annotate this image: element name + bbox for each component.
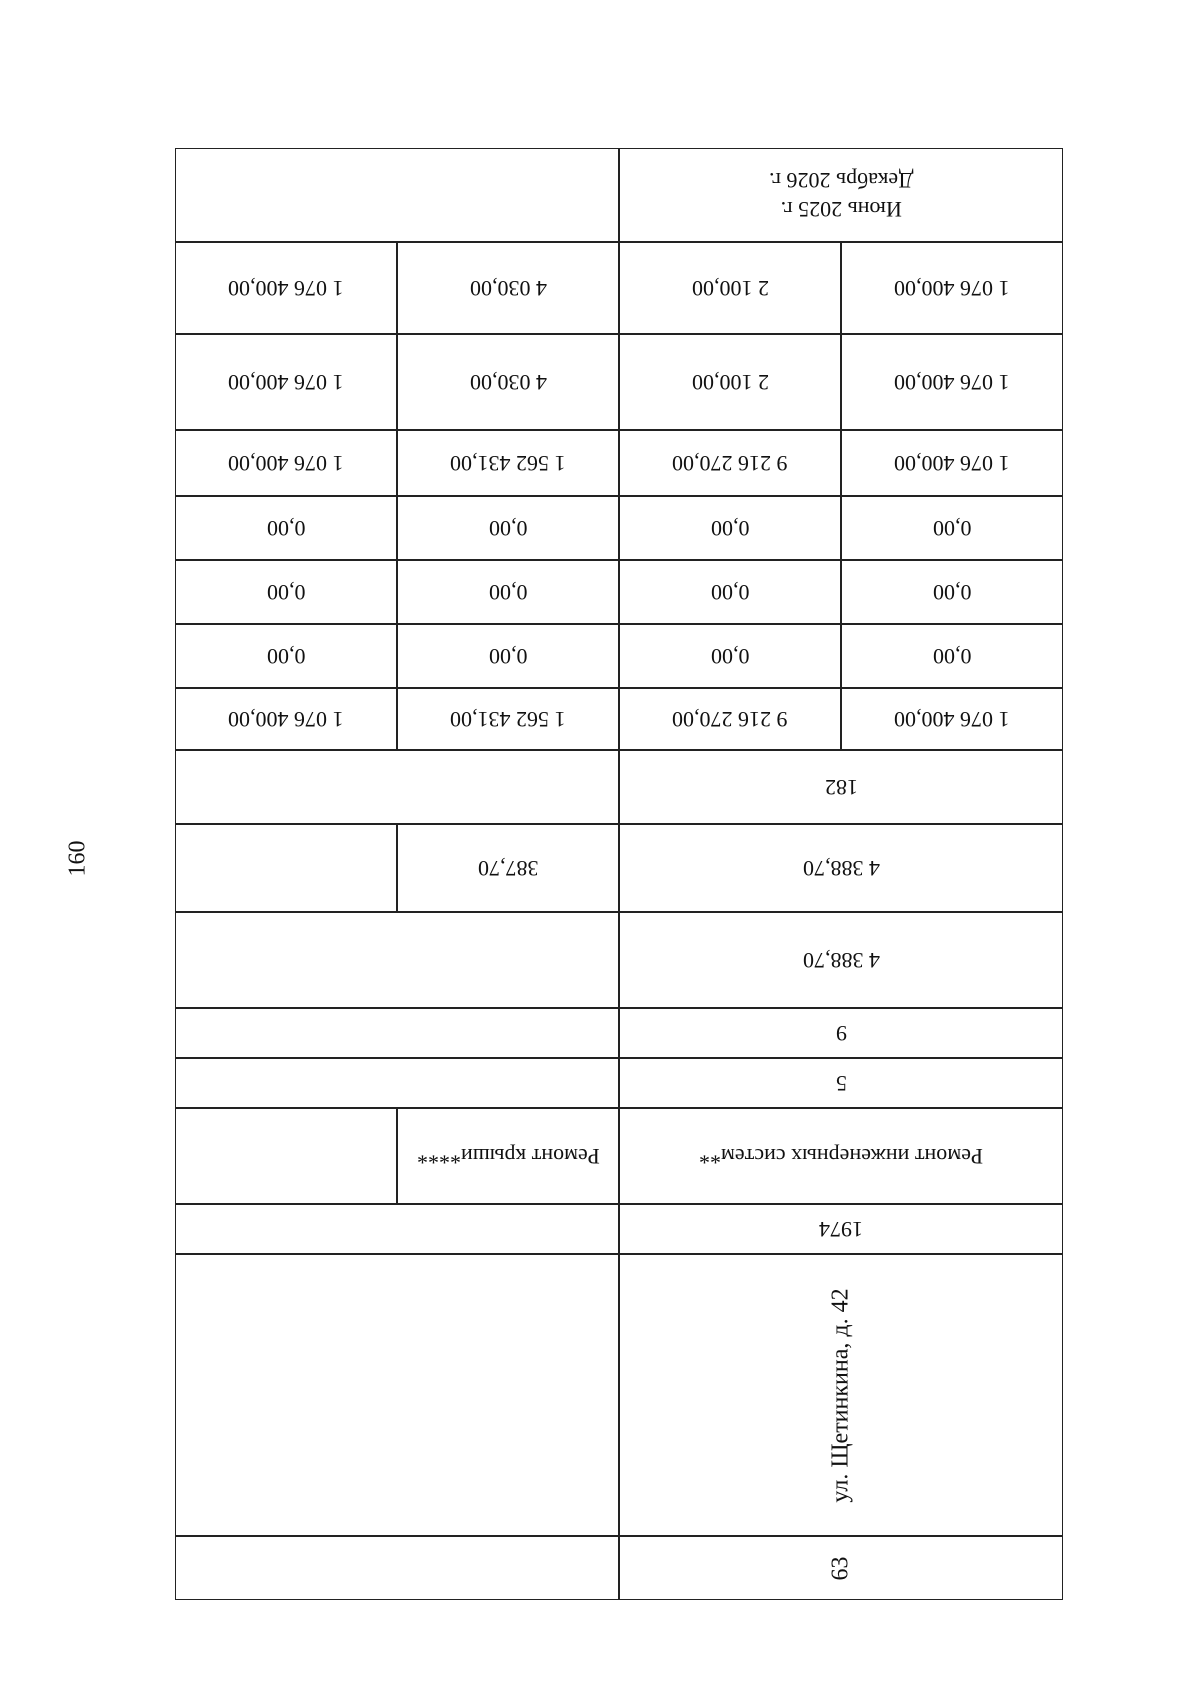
area-cell: 4 388,70 [619,824,1063,912]
register-table [175,148,1063,1600]
period-start: Июнь 2025 г. [780,197,902,223]
total-cell: 1 562 431,00 [397,688,619,750]
residents-cell: 182 [619,750,1063,824]
zero-cell: 0,00 [619,496,841,560]
zero-cell: 0,00 [397,496,619,560]
total-cell: 1 076 400,00 [841,688,1063,750]
unit-cost-cell: 2 100,00 [619,242,841,334]
work-type-cell: Ремонт крыши**** [397,1108,619,1204]
zero-cell: 0,00 [619,624,841,688]
zero-cell: 0,00 [619,560,841,624]
unit-cost-cell: 1 076 400,00 [175,242,397,334]
zero-cell: 0,00 [841,496,1063,560]
zero-cell: 0,00 [175,624,397,688]
period-empty-cell [175,148,619,242]
zero-cell: 0,00 [841,560,1063,624]
total-cell: 9 216 270,00 [619,688,841,750]
unit-cost-cell: 1 076 400,00 [841,242,1063,334]
area2-empty-cell [175,912,619,1008]
col6-cell: 9 [619,1008,1063,1058]
col6-empty-cell [175,1008,619,1058]
area2-cell: 4 388,70 [619,912,1063,1008]
fund-cell: 1 076 400,00 [175,430,397,496]
col5-empty-cell [175,1058,619,1108]
col5-cell: 5 [619,1058,1063,1108]
unit-cost-max-cell: 2 100,00 [619,334,841,430]
row-number-cell: 63 [619,1536,1063,1600]
residents-empty-cell [175,750,619,824]
address-empty-cell [175,1254,619,1536]
total-cell: 1 076 400,00 [175,688,397,750]
year-empty-cell [175,1204,619,1254]
address-cell: ул. Щетинкина, д. 42 [619,1254,1063,1536]
zero-cell: 0,00 [175,496,397,560]
year-cell: 1974 [619,1204,1063,1254]
fund-cell: 9 216 270,00 [619,430,841,496]
period-end: Декабрь 2026 г. [768,169,914,194]
zero-cell: 0,00 [841,624,1063,688]
unit-cost-max-cell: 1 076 400,00 [175,334,397,430]
fund-cell: 1 562 431,00 [397,430,619,496]
unit-cost-max-cell: 1 076 400,00 [841,334,1063,430]
page-number: 160 [64,840,91,877]
zero-cell: 0,00 [175,560,397,624]
fund-cell: 1 076 400,00 [841,430,1063,496]
work-type-cell: Ремонт инженерных систем** [619,1108,1063,1204]
area-empty-cell [175,824,397,912]
area-roof-cell: 387,70 [397,824,619,912]
unit-cost-max-cell: 4 030,00 [397,334,619,430]
zero-cell: 0,00 [397,624,619,688]
zero-cell: 0,00 [397,560,619,624]
period-cell [619,148,1063,242]
unit-cost-cell: 4 030,00 [397,242,619,334]
work-type-empty-cell [175,1108,397,1204]
row-number-empty-cell [175,1536,619,1600]
